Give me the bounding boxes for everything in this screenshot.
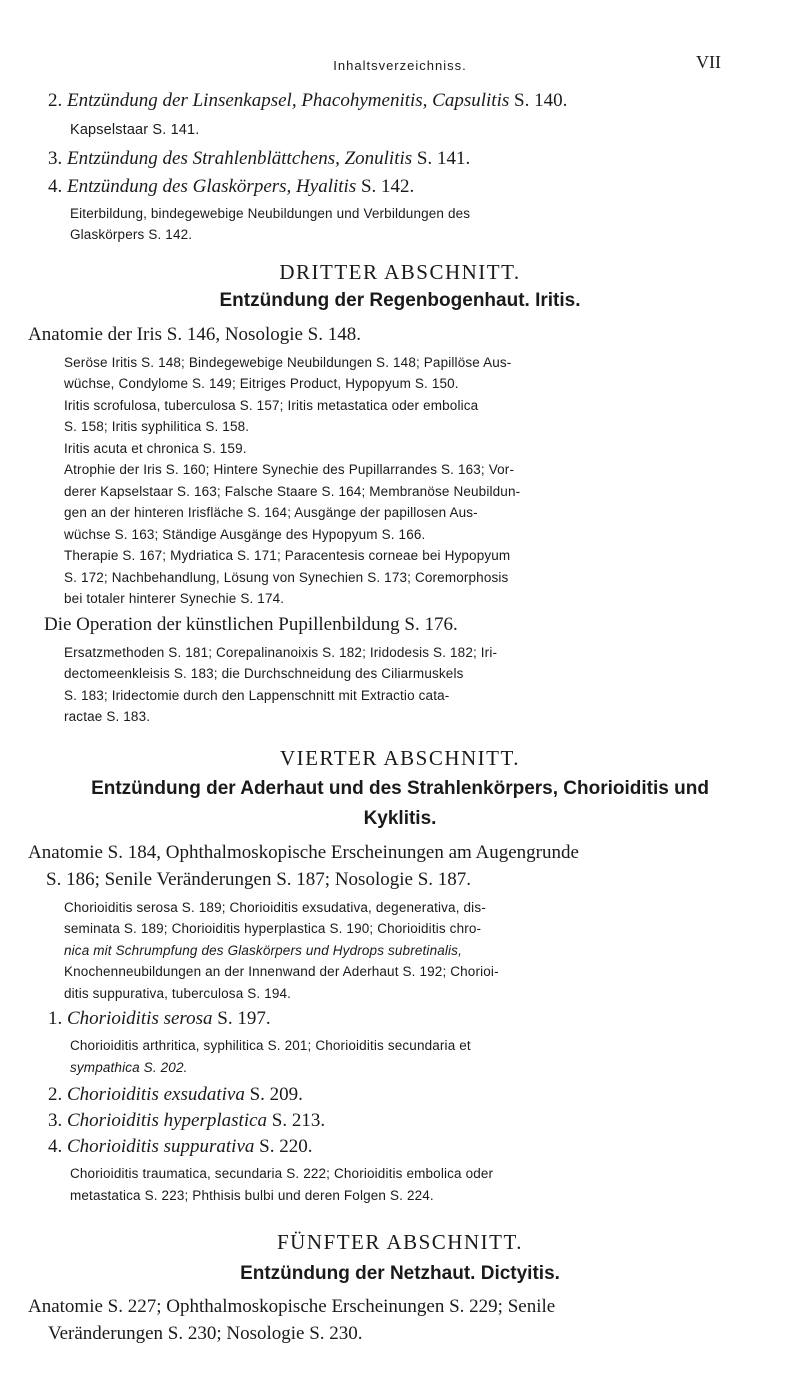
toc-detail-line: derer Kapselstaar S. 163; Falsche Staare S. 164; Membranöse Neubildun- [64,484,521,499]
running-head: Inhaltsverzeichniss. [333,58,467,73]
toc-detail-line: nica mit Schrumpfung des Glaskörpers und Hydrops subretinalis, [64,943,462,958]
toc-detail-line: Chorioiditis traumatica, secundaria S. 222; Chorioiditis embolica oder [70,1166,494,1181]
toc-detail-line: Iritis scrofulosa, tuberculosa S. 157; Iritis metastatica oder embolica [64,398,479,413]
toc-detail-line: S. 183; Iridectomie durch den Lappenschnitt mit Extractio cata- [64,688,450,703]
section-subheading: Entzündung der Netzhaut. Dictyitis. [240,1263,560,1284]
toc-entry-chorioiditis-4: 4. Chorioiditis suppurativa S. 220. [48,1136,313,1157]
anatomie-line: Anatomie der Iris S. 146, Nosologie S. 148. [28,324,362,345]
anatomie-line: S. 186; Senile Veränderungen S. 187; Nosologie S. 187. [46,869,472,890]
section-subheading: Entzündung der Regenbogenhaut. Iritis. [219,290,581,311]
toc-entry-3: 3. Entzündung des Strahlenblättchens, Zonulitis S. 141. [48,148,471,169]
anatomie-line: Anatomie S. 227; Ophthalmoskopische Erscheinungen S. 229; Senile [28,1296,556,1317]
toc-detail-line: gen an der hinteren Irisfläche S. 164; Ausgänge der papillosen Aus- [64,505,478,520]
toc-detail-line: Iritis acuta et chronica S. 159. [64,441,247,456]
section-heading: FÜNFTER ABSCHNITT. [277,1230,523,1254]
toc-entry-4-desc-line: Eiterbildung, bindegewebige Neubildungen und Verbildungen des [70,206,471,221]
toc-entry-2-desc: Kapselstaar S. 141. [70,122,200,138]
toc-detail-line: metastatica S. 223; Phthisis bulbi und deren Folgen S. 224. [70,1188,434,1203]
section-subheading: Kyklitis. [363,808,437,829]
toc-detail-line: sympathica S. 202. [70,1060,188,1075]
section-heading: DRITTER ABSCHNITT. [279,260,521,284]
toc-entry-4: 4. Entzündung des Glaskörpers, Hyalitis S. 142. [48,176,415,197]
toc-detail-line: seminata S. 189; Chorioiditis hyperplastica S. 190; Chorioiditis chro- [64,921,482,936]
section-subheading: Entzündung der Aderhaut und des Strahlenkörpers, Chorioiditis und [91,778,709,799]
toc-detail-line: Ersatzmethoden S. 181; Corepalinanoixis S. 182; Iridodesis S. 182; Iri- [64,645,498,660]
toc-detail-line: dectomeenkleisis S. 183; die Durchschneidung des Ciliarmuskels [64,666,464,681]
toc-detail-line: S. 158; Iritis syphilitica S. 158. [64,419,250,434]
anatomie-line: Anatomie S. 184, Ophthalmoskopische Erscheinungen am Augengrunde [28,842,579,863]
toc-detail-line: wüchse, Condylome S. 149; Eitriges Product, Hypopyum S. 150. [64,376,459,391]
toc-entry-2: 2. Entzündung der Linsenkapsel, Phacohymenitis, Capsulitis S. 140. [48,90,568,111]
anatomie-line: Veränderungen S. 230; Nosologie S. 230. [48,1323,363,1344]
toc-entry-chorioiditis-1: 1. Chorioiditis serosa S. 197. [48,1008,271,1029]
toc-detail-line: bei totaler hinterer Synechie S. 174. [64,591,285,606]
page-number: VII [696,52,721,72]
toc-detail-line: Knochenneubildungen an der Innenwand der Aderhaut S. 192; Chorioi- [64,964,499,979]
toc-entry-4-desc-line: Glaskörpers S. 142. [70,227,193,242]
toc-detail-line: Seröse Iritis S. 148; Bindegewebige Neubildungen S. 148; Papillöse Aus- [64,355,512,370]
toc-detail-line: Chorioiditis serosa S. 189; Chorioiditis exsudativa, degenerativa, dis- [64,900,486,915]
toc-detail-line: ractae S. 183. [64,709,151,724]
toc-entry-chorioiditis-3: 3. Chorioiditis hyperplastica S. 213. [48,1110,326,1131]
toc-detail-line: Chorioiditis arthritica, syphilitica S. 201; Chorioiditis secundaria et [70,1038,471,1053]
section-heading: VIERTER ABSCHNITT. [279,746,520,770]
toc-detail-line: S. 172; Nachbehandlung, Lösung von Synechien S. 173; Coremorphosis [64,570,509,585]
toc-detail-line: Atrophie der Iris S. 160; Hintere Synechie des Pupillarrandes S. 163; Vor- [64,462,515,477]
toc-detail-line: wüchse S. 163; Ständige Ausgänge des Hypopyum S. 166. [64,527,426,542]
toc-detail-line: ditis suppurativa, tuberculosa S. 194. [64,986,292,1001]
toc-detail-line: Therapie S. 167; Mydriatica S. 171; Paracentesis corneae bei Hypopyum [64,548,511,563]
toc-entry-chorioiditis-2: 2. Chorioiditis exsudativa S. 209. [48,1084,303,1105]
operation-line: Die Operation der künstlichen Pupillenbildung S. 176. [44,614,458,635]
